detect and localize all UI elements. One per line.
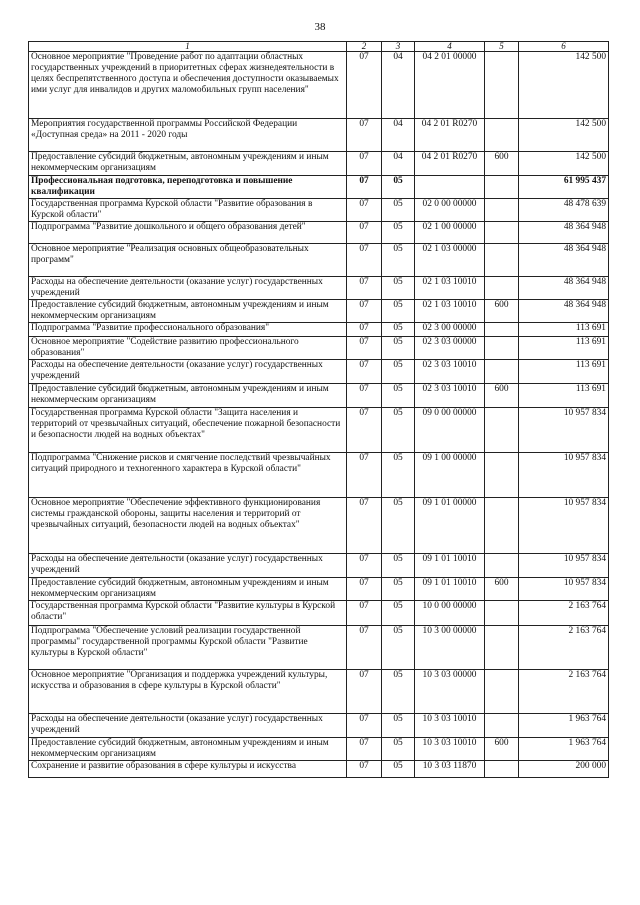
cell-csr: 09 1 01 10010 (415, 554, 485, 578)
cell-vr (485, 453, 519, 498)
table-row (29, 360, 609, 384)
cell-vr (485, 199, 519, 222)
cell-name: Мероприятия государственной программы Российской Федерации «Доступная среда» на 2011 - 2020 годы (29, 119, 347, 152)
cell-csr: 02 1 03 10010 (415, 277, 485, 300)
cell-vr (485, 52, 519, 119)
cell-csr: 10 3 03 11870 (415, 761, 485, 778)
cell-name: Основное мероприятие "Содействие развитию профессионального образования" (29, 337, 347, 360)
cell-pr: 05 (382, 244, 415, 277)
cell-name: Подпрограмма "Снижение рисков и смягчение последствий чрезвычайных ситуаций природного и техногенного характера в Курской области" (29, 453, 347, 498)
cell-rz: 07 (347, 626, 382, 670)
cell-csr: 10 3 00 00000 (415, 626, 485, 670)
cell-sum: 48 364 948 (519, 244, 609, 277)
cell-rz: 07 (347, 601, 382, 626)
cell-csr: 10 0 00 00000 (415, 601, 485, 626)
cell-csr: 02 0 00 00000 (415, 199, 485, 222)
table-row (29, 176, 609, 199)
cell-vr: 600 (485, 152, 519, 176)
cell-sum: 2 163 764 (519, 670, 609, 714)
table-row (29, 601, 609, 626)
cell-rz: 07 (347, 52, 382, 119)
cell-pr: 05 (382, 761, 415, 778)
cell-csr: 09 0 00 00000 (415, 408, 485, 453)
cell-sum: 1 963 764 (519, 738, 609, 761)
table-row (29, 498, 609, 554)
cell-csr: 09 1 01 00000 (415, 498, 485, 554)
cell-pr: 04 (382, 52, 415, 119)
cell-name: Предоставление субсидий бюджетным, автономным учреждениям и иным некоммерческим организациям (29, 384, 347, 408)
cell-vr: 600 (485, 578, 519, 601)
cell-vr (485, 498, 519, 554)
budget-table (28, 41, 609, 778)
cell-sum: 61 995 437 (519, 176, 609, 199)
cell-rz: 07 (347, 453, 382, 498)
table-row (29, 453, 609, 498)
cell-rz: 07 (347, 670, 382, 714)
cell-name: Расходы на обеспечение деятельности (оказание услуг) государственных учреждений (29, 277, 347, 300)
table-row (29, 626, 609, 670)
cell-csr: 09 1 00 00000 (415, 453, 485, 498)
cell-vr (485, 323, 519, 337)
cell-rz: 07 (347, 176, 382, 199)
cell-csr: 02 3 03 00000 (415, 337, 485, 360)
page-number: 38 (314, 21, 326, 33)
cell-rz: 07 (347, 277, 382, 300)
cell-sum: 113 691 (519, 323, 609, 337)
cell-pr: 05 (382, 601, 415, 626)
cell-name: Основное мероприятие "Обеспечение эффективного функционирования системы гражданской обороны, защиты населения и территорий от чрезвычайных ситуаций, безопасности людей на водных объектах" (29, 498, 347, 554)
cell-pr: 05 (382, 498, 415, 554)
table-row (29, 337, 609, 360)
cell-name: Подпрограмма "Развитие профессионального образования" (29, 323, 347, 337)
cell-pr: 05 (382, 199, 415, 222)
cell-pr: 04 (382, 119, 415, 152)
table-row (29, 152, 609, 176)
table-row (29, 52, 609, 119)
cell-name: Профессиональная подготовка, переподготовка и повышение квалификации (29, 176, 347, 199)
cell-rz: 07 (347, 761, 382, 778)
col-header-6: 6 (519, 42, 609, 52)
cell-pr: 05 (382, 408, 415, 453)
cell-rz: 07 (347, 300, 382, 323)
cell-csr: 10 3 03 00000 (415, 670, 485, 714)
table-row (29, 323, 609, 337)
cell-name: Предоставление субсидий бюджетным, автономным учреждениям и иным некоммерческим организациям (29, 738, 347, 761)
cell-vr (485, 626, 519, 670)
cell-csr (415, 176, 485, 199)
cell-rz: 07 (347, 244, 382, 277)
cell-vr (485, 176, 519, 199)
cell-pr: 05 (382, 554, 415, 578)
cell-name: Расходы на обеспечение деятельности (оказание услуг) государственных учреждений (29, 554, 347, 578)
cell-name: Предоставление субсидий бюджетным, автономным учреждениям и иным некоммерческим организациям (29, 152, 347, 176)
cell-sum: 113 691 (519, 384, 609, 408)
cell-sum: 142 500 (519, 152, 609, 176)
cell-pr: 05 (382, 360, 415, 384)
cell-csr: 04 2 01 R0270 (415, 119, 485, 152)
cell-sum: 10 957 834 (519, 554, 609, 578)
table-row (29, 384, 609, 408)
cell-csr: 10 3 03 10010 (415, 714, 485, 738)
cell-pr: 05 (382, 453, 415, 498)
cell-csr: 02 1 03 00000 (415, 244, 485, 277)
table-row (29, 578, 609, 601)
cell-rz: 07 (347, 384, 382, 408)
table-row (29, 761, 609, 778)
cell-csr: 10 3 03 10010 (415, 738, 485, 761)
cell-sum: 10 957 834 (519, 408, 609, 453)
cell-name: Предоставление субсидий бюджетным, автономным учреждениям и иным некоммерческим организациям (29, 578, 347, 601)
cell-pr: 05 (382, 738, 415, 761)
cell-rz: 07 (347, 222, 382, 244)
cell-vr (485, 277, 519, 300)
cell-sum: 113 691 (519, 360, 609, 384)
table-row (29, 277, 609, 300)
cell-name: Государственная программа Курской области "Развитие образования в Курской области" (29, 199, 347, 222)
cell-vr (485, 119, 519, 152)
cell-pr: 05 (382, 670, 415, 714)
cell-rz: 07 (347, 578, 382, 601)
cell-name: Предоставление субсидий бюджетным, автономным учреждениям и иным некоммерческим организациям (29, 300, 347, 323)
cell-vr (485, 337, 519, 360)
cell-sum: 2 163 764 (519, 626, 609, 670)
cell-sum: 200 000 (519, 761, 609, 778)
cell-sum: 48 364 948 (519, 277, 609, 300)
cell-name: Подпрограмма "Развитие дошкольного и общего образования детей" (29, 222, 347, 244)
cell-pr: 05 (382, 626, 415, 670)
cell-vr: 600 (485, 384, 519, 408)
cell-sum: 142 500 (519, 52, 609, 119)
cell-sum: 48 364 948 (519, 222, 609, 244)
col-header-5: 5 (485, 42, 519, 52)
cell-sum: 10 957 834 (519, 498, 609, 554)
cell-pr: 05 (382, 277, 415, 300)
cell-csr: 02 3 03 10010 (415, 384, 485, 408)
table-row (29, 408, 609, 453)
table-row (29, 714, 609, 738)
cell-rz: 07 (347, 498, 382, 554)
table-row (29, 199, 609, 222)
cell-rz: 07 (347, 554, 382, 578)
table-row (29, 222, 609, 244)
table-row (29, 119, 609, 152)
cell-rz: 07 (347, 119, 382, 152)
cell-sum: 48 478 639 (519, 199, 609, 222)
cell-name: Основное мероприятие "Организация и поддержка учреждений культуры, искусства и образования в сфере культуры в Курской области" (29, 670, 347, 714)
cell-vr (485, 554, 519, 578)
cell-vr (485, 601, 519, 626)
cell-rz: 07 (347, 714, 382, 738)
cell-name: Государственная программа Курской области "Защита населения и территорий от чрезвычайных ситуаций, обеспечение пожарной безопасности и безопасности людей на водных объектах" (29, 408, 347, 453)
cell-csr: 02 3 03 10010 (415, 360, 485, 384)
cell-sum: 10 957 834 (519, 453, 609, 498)
cell-name: Основное мероприятие "Проведение работ по адаптации областных государственных учреждений в приоритетных сферах жизнедеятельности в целях беспрепятственного доступа и обеспечения доступности оказываемых ими услуг для инвалидов и других маломобильных групп населения" (29, 52, 347, 119)
table-row (29, 670, 609, 714)
cell-vr: 600 (485, 738, 519, 761)
cell-csr: 02 3 00 00000 (415, 323, 485, 337)
cell-vr (485, 761, 519, 778)
cell-sum: 142 500 (519, 119, 609, 152)
cell-pr: 05 (382, 176, 415, 199)
cell-pr: 05 (382, 578, 415, 601)
cell-csr: 04 2 01 R0270 (415, 152, 485, 176)
table-row (29, 554, 609, 578)
cell-rz: 07 (347, 360, 382, 384)
cell-csr: 02 1 00 00000 (415, 222, 485, 244)
cell-rz: 07 (347, 337, 382, 360)
cell-vr (485, 408, 519, 453)
cell-name: Сохранение и развитие образования в сфере культуры и искусства (29, 761, 347, 778)
table-header-row (29, 42, 609, 52)
cell-sum: 113 691 (519, 337, 609, 360)
cell-pr: 05 (382, 222, 415, 244)
cell-pr: 05 (382, 300, 415, 323)
cell-name: Расходы на обеспечение деятельности (оказание услуг) государственных учреждений (29, 714, 347, 738)
cell-name: Подпрограмма "Обеспечение условий реализации государственной программы" государственной программы Курской области "Развитие культуры в Курской области" (29, 626, 347, 670)
cell-rz: 07 (347, 408, 382, 453)
cell-rz: 07 (347, 199, 382, 222)
cell-sum: 1 963 764 (519, 714, 609, 738)
cell-rz: 07 (347, 323, 382, 337)
cell-pr: 05 (382, 384, 415, 408)
cell-sum: 48 364 948 (519, 300, 609, 323)
cell-name: Государственная программа Курской области "Развитие культуры в Курской области" (29, 601, 347, 626)
cell-sum: 10 957 834 (519, 578, 609, 601)
cell-pr: 05 (382, 323, 415, 337)
col-header-4: 4 (415, 42, 485, 52)
col-header-1: 1 (29, 42, 347, 52)
cell-vr (485, 714, 519, 738)
cell-csr: 02 1 03 10010 (415, 300, 485, 323)
cell-vr (485, 360, 519, 384)
cell-pr: 05 (382, 714, 415, 738)
cell-name: Расходы на обеспечение деятельности (оказание услуг) государственных учреждений (29, 360, 347, 384)
cell-rz: 07 (347, 152, 382, 176)
cell-vr (485, 244, 519, 277)
table-row (29, 300, 609, 323)
col-header-2: 2 (347, 42, 382, 52)
cell-name: Основное мероприятие "Реализация основных общеобразовательных программ" (29, 244, 347, 277)
cell-pr: 04 (382, 152, 415, 176)
cell-sum: 2 163 764 (519, 601, 609, 626)
cell-csr: 09 1 01 10010 (415, 578, 485, 601)
cell-vr: 600 (485, 300, 519, 323)
cell-pr: 05 (382, 337, 415, 360)
table-row (29, 738, 609, 761)
cell-vr (485, 670, 519, 714)
table-row (29, 244, 609, 277)
cell-rz: 07 (347, 738, 382, 761)
cell-csr: 04 2 01 00000 (415, 52, 485, 119)
cell-vr (485, 222, 519, 244)
col-header-3: 3 (382, 42, 415, 52)
